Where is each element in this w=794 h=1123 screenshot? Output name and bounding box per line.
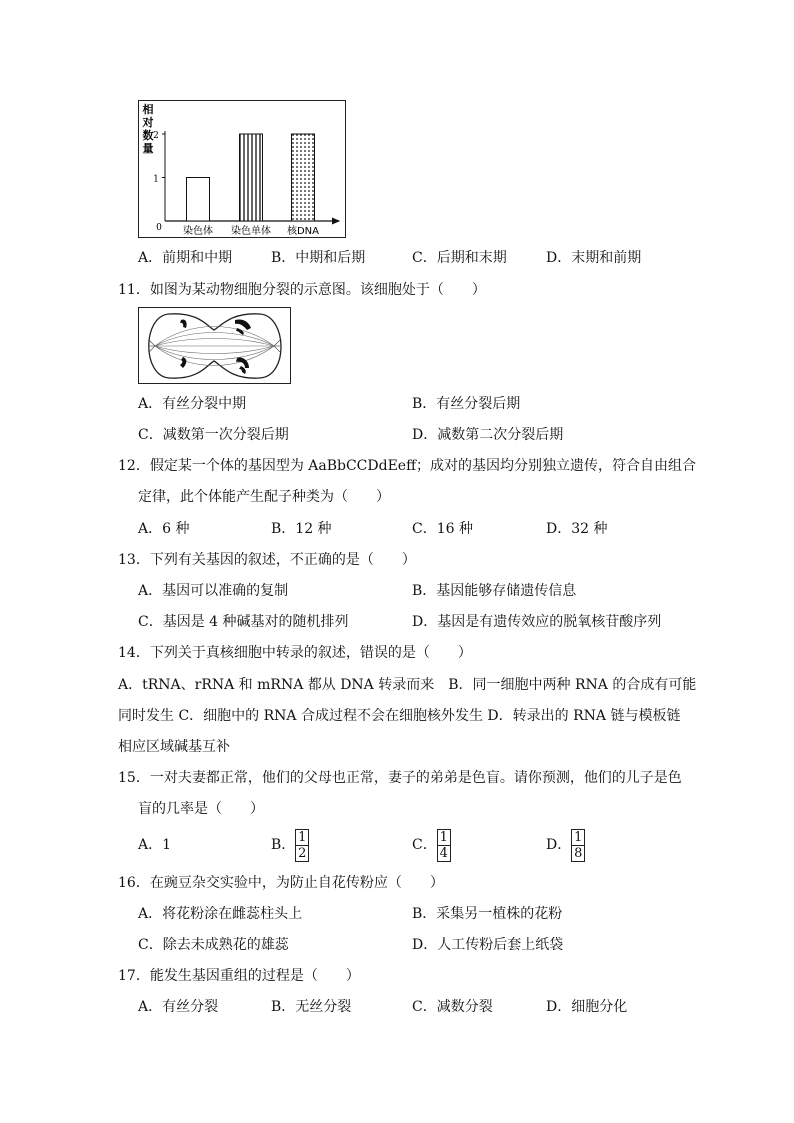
bar-染色体 [187,178,210,222]
q15-option-d[interactable] [546,828,585,862]
q13-option-b[interactable]: B．基因能够存储遗传信息 [412,583,577,599]
bar-核DNA [292,134,315,221]
y-axis-label [142,102,154,155]
y-tick-label: 0 [156,223,162,233]
q15-stem-line2: 盲的几率是（ ） [138,801,264,817]
q12-option-b[interactable]: B．12 种 [271,521,332,537]
y-axis-label-char: 量 [142,142,154,155]
q11-option-b[interactable]: B．有丝分裂后期 [412,396,521,412]
q15-stem-line1: 15．一对夫妻都正常，他们的父母也正常，妻子的弟弟是色盲。请你预测，他们的儿子是色 [118,770,682,786]
q15-option-b-fraction [295,829,309,862]
y-tick-label: 1 [153,174,159,185]
q13-option-a[interactable]: A．基因可以准确的复制 [138,583,289,599]
y-axis-label-char: 相 [142,103,154,116]
q14-options-line2: 同时发生 C．细胞中的 RNA 合成过程不会在细胞核外发生 D．转录出的 RNA 链与模板链 [118,708,681,724]
y-tick-label: 2 [153,131,159,141]
q13-option-d[interactable]: D．基因是有遗传效应的脱氧核苷酸序列 [412,614,662,630]
q14-stem: 14．下列关于真核细胞中转录的叙述，错误的是（ ） [118,645,472,661]
q10-option-d[interactable]: D．末期和前期 [546,250,642,266]
fraction-denominator: 8 [574,845,583,861]
q12-option-d[interactable]: D．32 种 [546,521,608,537]
q17-option-d[interactable]: D．细胞分化 [546,999,628,1015]
fraction-denominator: 4 [439,845,448,861]
q13-stem: 13．下列有关基因的叙述，不正确的是（ ） [118,552,416,568]
fraction-numerator: 1 [439,829,448,845]
q15-option-c-label: C． [412,837,437,853]
q12-option-c[interactable]: C．16 种 [412,521,473,537]
q15-option-b-label: B． [271,837,296,853]
q12-stem-line1: 12．假定某一个体的基因型为 AaBbCCDdEeff；成对的基因均分别独立遗传，符合自由组合 [118,458,697,474]
y-axis-label-char: 数 [142,129,154,142]
x-tick-label: 核DNA [286,226,320,237]
q15-option-d-label: D． [546,837,572,853]
x-tick-label: 染色单体 [231,226,271,237]
q11-option-c[interactable]: C．减数第一次分裂后期 [138,427,289,443]
q16-option-a[interactable]: A．将花粉涂在雌蕊柱头上 [138,906,303,922]
q14-options-line3: 相应区域碱基互补 [118,739,230,755]
q10-option-a[interactable]: A．前期和中期 [138,250,233,266]
q17-option-c[interactable]: C．减数分裂 [412,999,493,1015]
fraction-numerator: 1 [574,829,583,845]
fraction-numerator: 1 [298,829,307,845]
q16-option-c[interactable]: C．除去未成熟花的雄蕊 [138,937,289,953]
q15-option-c-fraction [437,829,451,862]
q11-stem: 11．如图为某动物细胞分裂的示意图。该细胞处于（ ） [118,282,486,298]
bar-chart [139,101,345,237]
q17-stem: 17．能发生基因重组的过程是（ ） [118,968,360,984]
q17-option-b[interactable]: B．无丝分裂 [271,999,352,1015]
q15-option-c[interactable] [412,828,451,862]
chart-frame [138,100,346,238]
q11-option-d[interactable]: D．减数第二次分裂后期 [412,427,564,443]
x-tick-label: 染色体 [183,226,213,237]
q11-option-a[interactable]: A．有丝分裂中期 [138,396,247,412]
bar-染色单体 [240,134,263,221]
cell-division-figure [138,307,291,384]
q15-option-b[interactable] [271,828,309,862]
q14-options-line1: A．tRNA、rRNA 和 mRNA 都从 DNA 转录而来 B．同一细胞中两种 RNA 的合成有可能 [118,677,697,693]
q13-option-c[interactable]: C．基因是 4 种碱基对的随机排列 [138,614,349,630]
fraction-denominator: 2 [298,845,307,861]
q17-option-a[interactable]: A．有丝分裂 [138,999,219,1015]
q16-option-d[interactable]: D．人工传粉后套上纸袋 [412,937,564,953]
q16-option-b[interactable]: B．采集另一植株的花粉 [412,906,563,922]
y-axis-label-char: 对 [142,116,154,129]
q12-option-a[interactable]: A．6 种 [138,521,190,537]
q15-option-a[interactable]: A．1 [138,837,172,853]
q15-option-d-fraction [571,829,585,862]
q12-stem-line2: 定律，此个体能产生配子种类为（ ） [138,489,390,505]
q10-option-b[interactable]: B．中期和后期 [271,250,366,266]
q10-option-c[interactable]: C．后期和末期 [412,250,507,266]
q16-stem: 16．在豌豆杂交实验中，为防止自花传粉应（ ） [118,875,444,891]
